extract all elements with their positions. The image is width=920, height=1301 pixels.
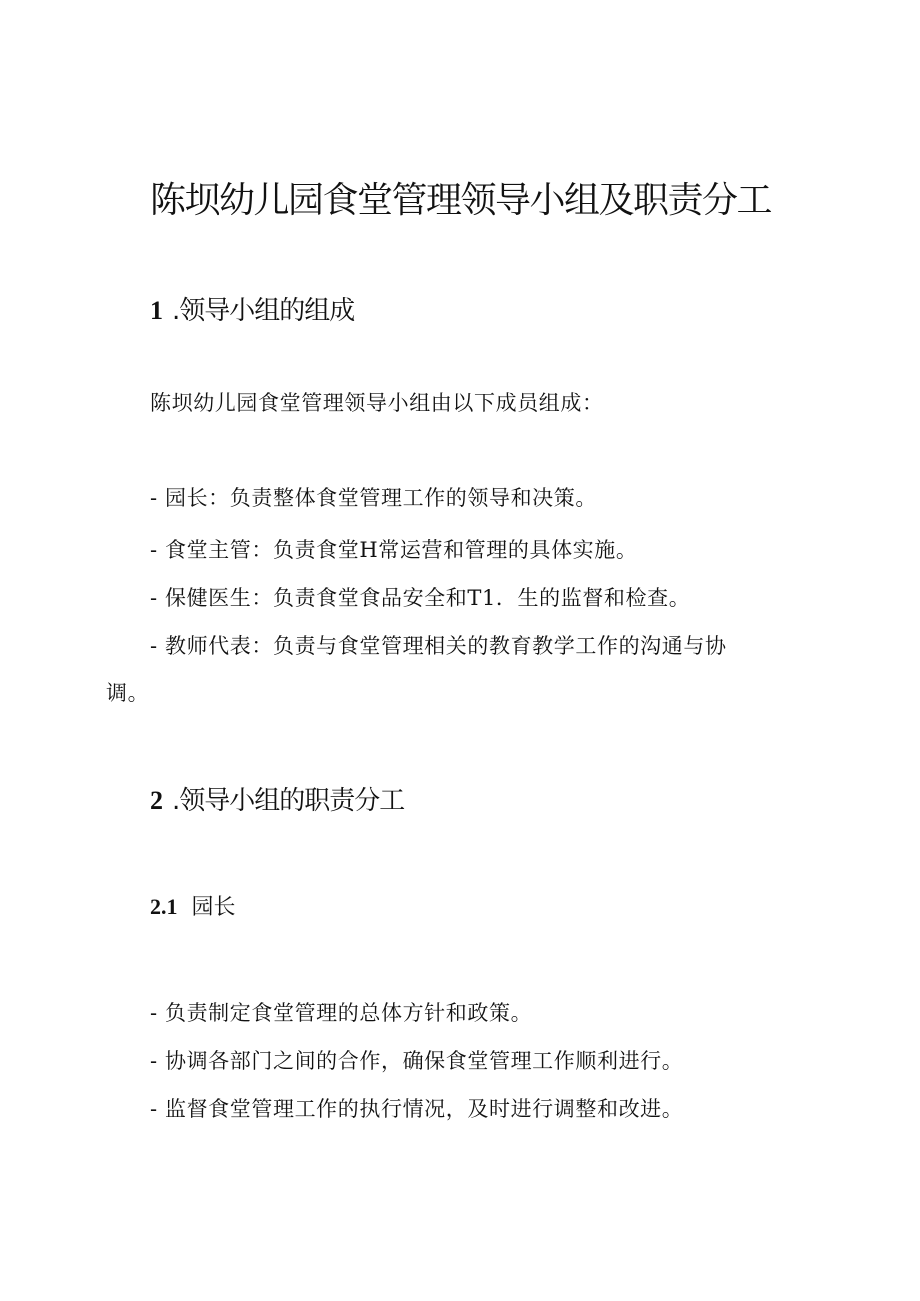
- member-item-teacher-rep-continued: 调。: [106, 681, 150, 705]
- member-item-canteen-supervisor: - 食堂主管：负责食堂H常运营和管理的具体实施。: [150, 538, 638, 562]
- section-1-heading-text: .领导小组的组成: [172, 296, 355, 326]
- section-2-heading-text: .领导小组的职责分工: [172, 786, 405, 816]
- section-2-number: 2: [150, 786, 162, 815]
- section-2-heading: [150, 780, 404, 817]
- principal-duty-item: - 监督食堂管理工作的执行情况，及时进行调整和改进。: [150, 1097, 684, 1121]
- subsection-2-1-label: 园长: [191, 895, 236, 920]
- member-item-principal: - 园长：负责整体食堂管理工作的领导和决策。: [150, 486, 597, 510]
- section-1-heading: [150, 290, 354, 327]
- section-1-intro: 陈坝幼儿园食堂管理领导小组由以下成员组成：: [150, 391, 604, 415]
- principal-duty-item: - 协调各部门之间的合作，确保食堂管理工作顺利进行。: [150, 1049, 684, 1073]
- subsection-2-1-number: 2.1: [150, 894, 178, 919]
- subsection-2-1-heading: [150, 890, 236, 921]
- principal-duty-item: - 负责制定食堂管理的总体方针和政策。: [150, 1001, 533, 1025]
- document-title: 陈坝幼儿园食堂管理领导小组及职责分工: [150, 180, 772, 221]
- member-item-health-doctor: - 保健医生：负责食堂食品安全和T1．生的监督和检查。: [150, 586, 691, 610]
- member-item-teacher-rep: - 教师代表：负责与食堂管理相关的教育教学工作的沟通与协: [150, 634, 727, 658]
- section-1-number: 1: [150, 296, 162, 325]
